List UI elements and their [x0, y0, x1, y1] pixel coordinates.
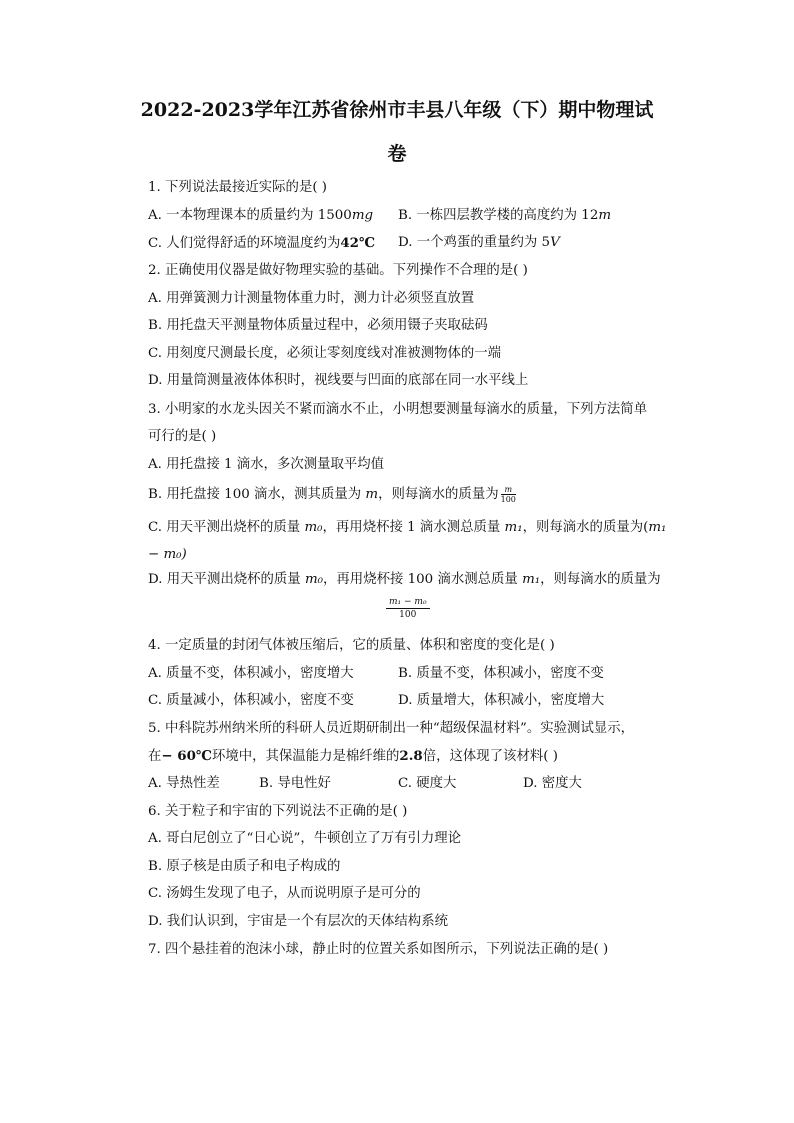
question-6-stem: 6. 关于粒子和宇宙的下列说法不正确的是( )	[148, 804, 408, 819]
question-5-option-a: A. 导热性差	[148, 776, 220, 791]
question-3-option-a: A. 用托盘接 1 滴水，多次测量取平均值	[148, 457, 385, 472]
question-5-option-d: D. 密度大	[523, 776, 582, 791]
question-2-option-d: D. 用量筒测量液体体积时，视线要与凹面的底部在同一水平线上	[148, 373, 529, 388]
question-2-option-a: A. 用弹簧测力计测量物体重力时，测力计必须竖直放置	[148, 291, 475, 306]
option-text: C. 人们觉得舒适的环境温度约为	[148, 236, 341, 251]
question-3-option-c-line1	[148, 518, 666, 538]
math-m1: m₁	[648, 520, 667, 535]
question-1-option-a	[148, 206, 373, 226]
option-text: ，则每滴水的质量为(	[522, 520, 649, 535]
option-text: D. 用天平测出烧杯的质量	[148, 572, 301, 587]
fraction-m-over-100	[501, 485, 516, 504]
question-1-option-c	[148, 233, 375, 254]
fraction-denominator: 100	[500, 495, 516, 504]
question-3-option-d	[148, 570, 661, 590]
question-4-option-c: C. 质量减小，体积减小，密度不变	[148, 693, 354, 708]
question-5-stem-line1: 5. 中科院苏州纳米所的科研人员近期研制出一种“超级保温材料”。实验测试显示，	[148, 721, 635, 736]
option-text: B. 一栋四层教学楼的高度约为 12	[398, 208, 599, 223]
question-3-option-c-line2	[148, 545, 187, 565]
question-6-option-c: C. 汤姆生发现了电子，从而说明原子是可分的	[148, 886, 421, 901]
page-title-line2: 卷	[387, 143, 407, 165]
question-4-stem: 4. 一定质量的封闭气体被压缩后，它的质量、体积和密度的变化是( )	[148, 638, 555, 653]
question-1-option-d	[398, 233, 560, 253]
math-m1: m₁	[522, 572, 541, 587]
multiplier-value: 2.8	[399, 748, 423, 764]
question-7-stem: 7. 四个悬挂着的泡沫小球，静止时的位置关系如图所示，下列说法正确的是( )	[148, 942, 609, 957]
question-2-stem: 2. 正确使用仪器是做好物理实验的基础。下列操作不合理的是( )	[148, 263, 528, 278]
question-2-option-c: C. 用刻度尺测最长度，必须让零刻度线对准被测物体的一端	[148, 346, 502, 361]
option-text: ，再用烧杯接 1 滴水测总质量	[322, 520, 501, 535]
math-m1: m₁	[504, 520, 523, 535]
question-6-option-a: A. 哥白尼创立了“日心说”，牛顿创立了万有引力理论	[148, 831, 462, 846]
option-text: ，则每滴水的质量为	[540, 572, 661, 587]
fraction-numerator: m₁ − m₀	[386, 596, 430, 609]
unit: V	[550, 235, 560, 250]
fraction-m1-minus-m0-over-100	[386, 596, 430, 621]
question-5-stem-line2	[148, 746, 558, 767]
question-2-option-b: B. 用托盘天平测量物体质量过程中，必须用镊子夹取砝码	[148, 318, 488, 333]
math-m: m	[365, 487, 379, 502]
question-1-stem: 1. 下列说法最接近实际的是( )	[148, 180, 328, 195]
question-3-option-b	[148, 485, 516, 505]
question-5-option-c: C. 硬度大	[398, 776, 457, 791]
option-text-tail: ，则每滴水的质量为	[378, 487, 499, 502]
fraction-numerator: m	[501, 485, 516, 495]
stem-text: 在	[148, 749, 162, 764]
option-text: ，再用烧杯接 100 滴水测总质量	[323, 572, 518, 587]
math-m0: m₀	[304, 572, 324, 587]
option-text: C. 用天平测出烧杯的质量	[148, 520, 301, 535]
temperature-value: − 60℃	[161, 748, 212, 764]
option-text: B. 用托盘接 100 滴水，测其质量为	[148, 487, 362, 502]
unit: mg	[351, 208, 374, 223]
math-m0: m₀	[304, 520, 323, 535]
question-5-option-b: B. 导电性好	[259, 776, 331, 791]
question-6-option-d: D. 我们认识到，宇宙是一个有层次的天体结构系统	[148, 914, 448, 929]
stem-text: 倍，这体现了该材料( )	[422, 749, 558, 764]
page-title-line1: 2022-2023学年江苏省徐州市丰县八年级（下）期中物理试	[140, 99, 654, 121]
unit: m	[598, 208, 612, 223]
question-1-option-b	[398, 206, 611, 226]
question-4-option-a: A. 质量不变，体积减小，密度增大	[148, 666, 354, 681]
question-4-option-b: B. 质量不变，体积减小，密度不变	[398, 666, 604, 681]
fraction-denominator: 100	[399, 610, 417, 620]
question-3-stem-line2: 可行的是( )	[148, 429, 217, 444]
option-text: D. 一个鸡蛋的重量约为 5	[398, 235, 551, 250]
question-6-option-b: B. 原子核是由质子和电子构成的	[148, 859, 341, 874]
temperature-value: 42℃	[340, 235, 376, 251]
question-3-stem-line1: 3. 小明家的水龙头因关不紧而滴水不止，小明想要测量每滴水的质量，下列方法简单	[148, 402, 648, 417]
question-4-option-d: D. 质量增大，体积减小，密度增大	[398, 693, 605, 708]
math-minus-m0: − m₀)	[148, 547, 187, 562]
option-text: A. 一本物理课本的质量约为 1500	[148, 208, 352, 223]
stem-text: 环境中，其保温能力是棉纤维的	[211, 749, 400, 764]
